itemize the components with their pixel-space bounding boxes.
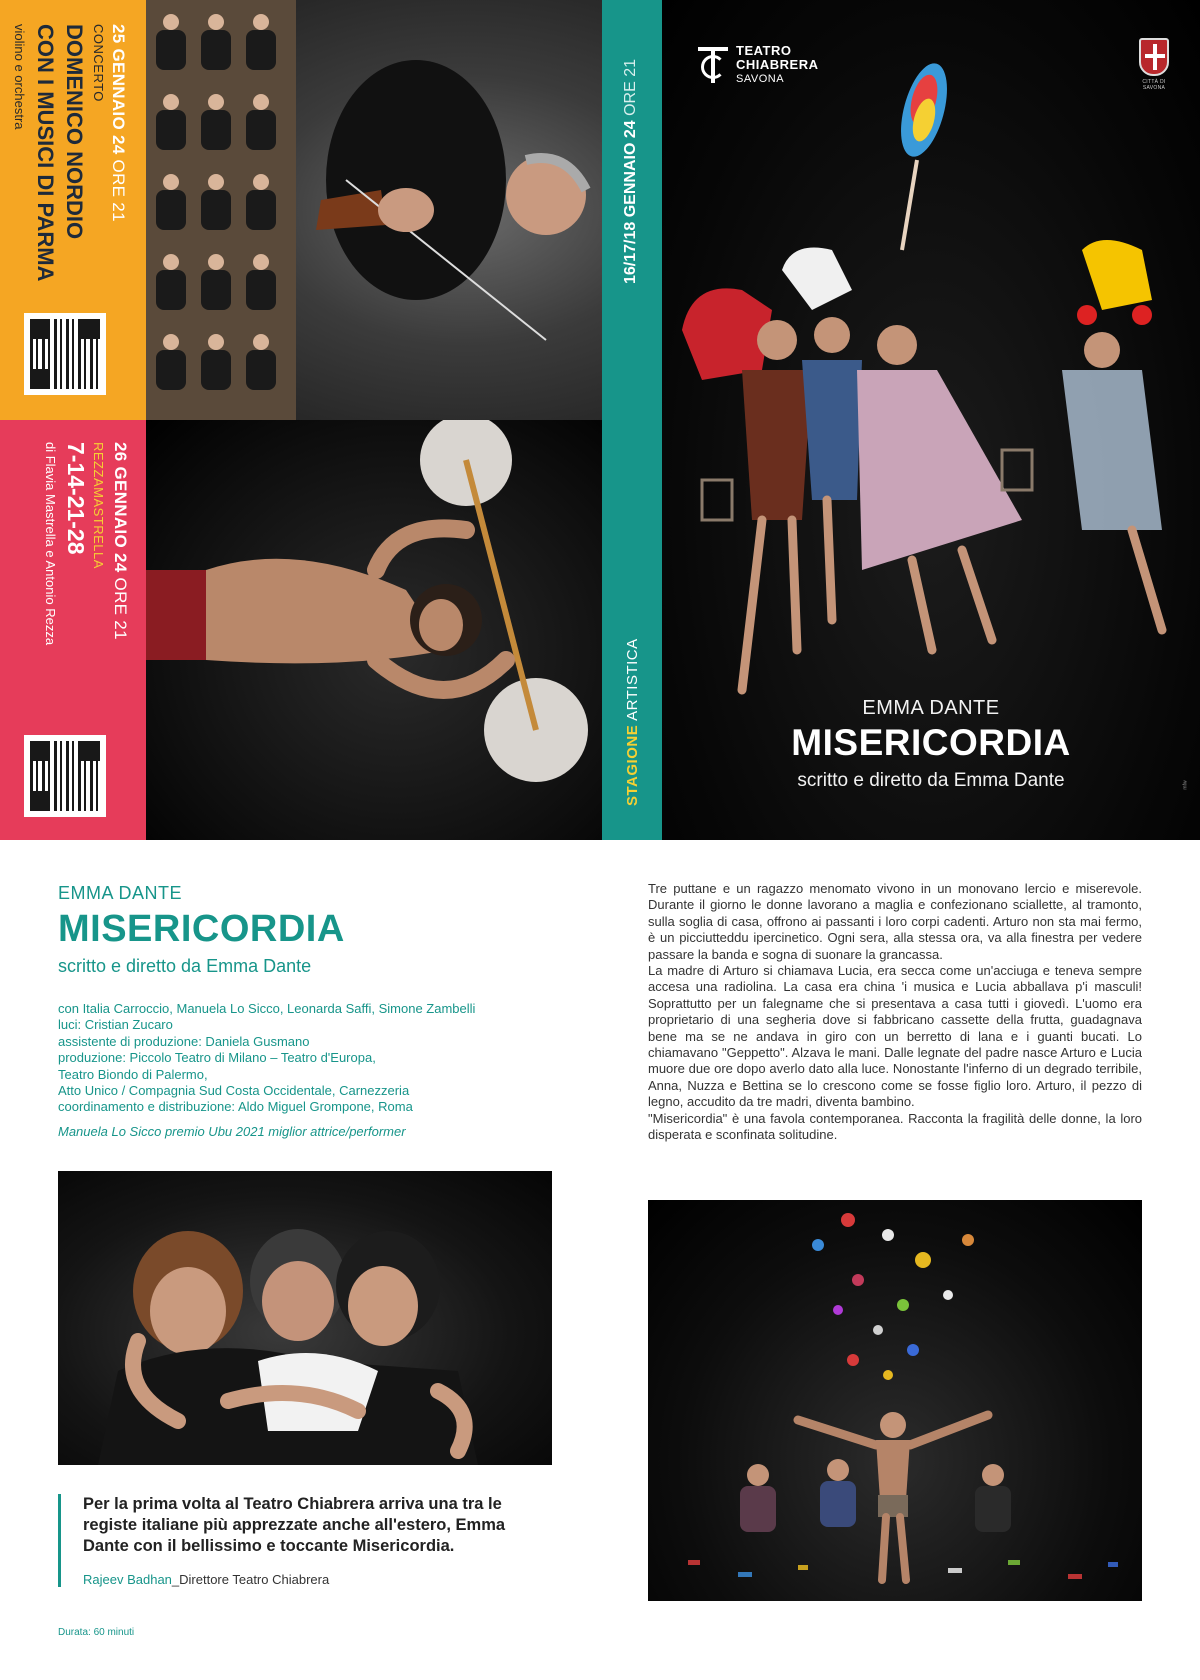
embrace-illustration (58, 1171, 552, 1465)
credit-line: assistente di produzione: Daniela Gusmano (58, 1033, 310, 1049)
logo-line1: TEATRO (736, 43, 792, 58)
dancers-illustration (662, 50, 1200, 700)
synopsis-paragraph: "Misericordia" è una favola contemporanea. Racconta la fragilità delle donne, la loro disperata e sconfinata solitudine. (648, 1110, 1142, 1143)
violinist-photo (146, 0, 602, 420)
embrace-photo (58, 1171, 552, 1465)
rezzamastrella-photo (146, 420, 602, 840)
credit-line: Teatro Biondo di Palermo, (58, 1066, 208, 1082)
rezzamastrella-text (43, 442, 130, 645)
spine-time: ORE 21 (622, 58, 639, 116)
misericordia-cover (662, 0, 1200, 840)
synopsis-paragraph: La madre di Arturo si chiamava Lucia, era secca come un'acciuga e teneva sempre accesa una radiolina. La casa era china 'i musica e Lucia abballava p'i masculi! Soprattutto per un falegname che si presentava a casa tutti i giovedì. L'uomo era proprietario di una segheria dove si fabbricano cassette della frutta, guadagnava bene ma se ne andava in giro con un berretto di lana e i guanti bucati. Lo chiamavano "Geppetto". Alzava le mani. Dalle legnate del padre nasce Arturo e Lucia muore due ore dopo averlo dato alla luce. Nonostante l'inferno di un degrado terribile, Anna, Nuzza e Bettina se lo crescono come se fosse figlio loro. Arturo, il pezzo di legno, accudito da tre madri, diventa bambino. (648, 963, 1142, 1110)
duration: Durata: 60 minuti (58, 1627, 135, 1638)
credit-line: coordinamento e distribuzione: Aldo Miguel Grompone, Roma (58, 1099, 413, 1115)
credit-line: Atto Unico / Compagnia Sud Costa Occidentale, Carnezzeria (58, 1083, 410, 1099)
concert-date: 25 GENNAIO 24 (109, 24, 128, 155)
logo-line2: CHIABRERA (736, 57, 819, 72)
article-title: MISERICORDIA (58, 908, 345, 950)
credit-line: luci: Cristian Zucaro (58, 1017, 173, 1033)
crest-label: CITTÀ DI SAVONA (1142, 79, 1166, 91)
concert-kind: CONCERTO (91, 24, 106, 102)
rezzamastrella-title: REZZAMASTRELLA (91, 442, 106, 569)
credits-block (58, 1001, 578, 1116)
logo-city: SAVONA (736, 73, 785, 85)
concert-time: ORE 21 (109, 159, 128, 222)
quote-author (83, 1572, 528, 1587)
rezzamastrella-time: ORE 21 (111, 577, 130, 640)
quote-text: Per la prima volta al Teatro Chiabrera arriva una tra le registe italiane più apprezzate anche all'estero, Emma Dante con il bellissimo e toccante Misericordia. (83, 1495, 506, 1555)
violinist-illustration (146, 0, 602, 420)
spine-dates (622, 59, 640, 284)
stage-illustration (648, 1200, 1142, 1601)
cover-subtitle: scritto e diretto da Emma Dante (797, 770, 1065, 791)
concert-subtitle: violino e orchestra (12, 24, 27, 130)
spine-season-prefix: STAGIONE (624, 724, 641, 806)
synopsis-paragraph: Tre puttane e un ragazzo menomato vivono in un monovano lercio e miserevole. Durante il giorno le donne lavorano a maglia e confezionano sciallette, al tramonto, sulla soglia di casa, offrono ai passanti i loro corpi cadenti. Arturo non sta mai fermo, è un picciutteddu ipercinetico. Ogni sera, alla stessa ora, va alla finestra per vedere passare la banda e sogna di suonare la grancassa. (648, 881, 1142, 962)
rezzamastrella-subtitle: di Flavia Mastrella e Antonio Rezza (43, 442, 58, 646)
concert-text (12, 24, 128, 281)
qr-icon (30, 319, 100, 389)
quote-author-name: Rajeev Badhan (83, 1572, 172, 1587)
concert-qr-code[interactable] (24, 313, 106, 395)
rezzamastrella-date: 26 GENNAIO 24 (111, 442, 130, 573)
synopsis (648, 881, 1142, 1144)
spine-dates-value: 16/17/18 GENNAIO 24 (622, 120, 639, 284)
article-author: EMMA DANTE (58, 883, 183, 903)
credit-line: con Italia Carroccio, Manuela Lo Sicco, Leonarda Saffi, Simone Zambelli (58, 1001, 476, 1016)
cover-title: MISERICORDIA (791, 722, 1071, 763)
rezzamastrella-numbers: 7-14-21-28 (63, 442, 89, 555)
credit-line: produzione: Piccolo Teatro di Milano – Teatro d'Europa, (58, 1050, 376, 1066)
performer-illustration (146, 420, 602, 840)
rezzamastrella-qr-code[interactable] (24, 735, 106, 817)
concert-title-2: CON I MUSICI DI PARMA (33, 24, 58, 282)
photo-credit: mfw (1182, 780, 1189, 790)
award-note: Manuela Lo Sicco premio Ubu 2021 miglior attrice/performer (58, 1124, 406, 1139)
spine-season (624, 638, 641, 806)
cover-author: EMMA DANTE (862, 697, 1000, 719)
spine-season-name: ARTISTICA (624, 638, 641, 721)
article-subtitle: scritto e diretto da Emma Dante (58, 956, 312, 976)
stage-photo (648, 1200, 1142, 1601)
concert-title-1: DOMENICO NORDIO (62, 24, 87, 240)
quote-author-role: _Direttore Teatro Chiabrera (171, 1572, 330, 1587)
qr-icon (30, 741, 100, 811)
director-quote (58, 1494, 528, 1587)
